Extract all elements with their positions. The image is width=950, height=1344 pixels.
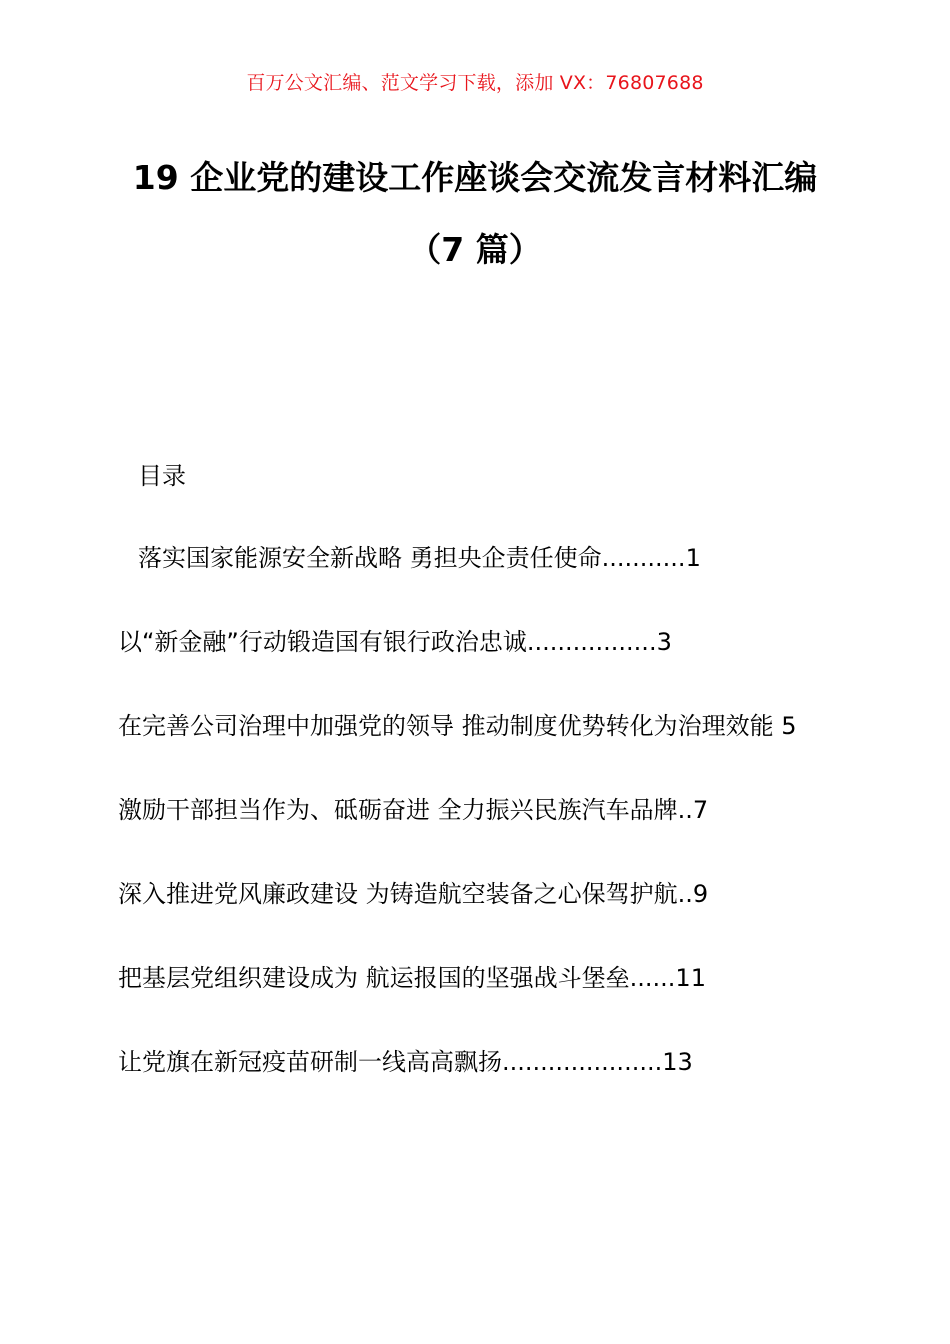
toc-entry-leader: ................. <box>526 628 657 656</box>
toc-entry-page: 7 <box>692 796 709 824</box>
toc-entry-1[interactable] <box>138 538 701 573</box>
toc-entry-leader: ..................... <box>502 1048 663 1076</box>
toc-entry-leader: ........... <box>601 544 686 572</box>
toc-entry-6[interactable] <box>118 958 706 993</box>
toc-entry-7[interactable] <box>118 1042 693 1077</box>
toc-entry-title: 让党旗在新冠疫苗研制一线高高飘扬 <box>118 1048 502 1076</box>
toc-entry-title: 激励干部担当作为、砥砺奋进 全力振兴民族汽车品牌 <box>118 796 678 824</box>
toc-entry-title: 把基层党组织建设成为 航运报国的坚强战斗堡垒 <box>118 964 630 992</box>
toc-entry-5[interactable] <box>118 874 708 909</box>
toc-entry-page: 3 <box>656 628 672 656</box>
toc-heading: 目录 <box>138 462 186 490</box>
toc-entry-4[interactable] <box>118 790 708 825</box>
toc-entry-3[interactable] <box>118 706 797 741</box>
watermark-banner: 百万公文汇编、范文学习下载，添加 VX：76807688 <box>246 72 704 94</box>
toc-entry-page: 11 <box>675 964 706 992</box>
toc-entry-title: 以“新金融”行动锻造国有银行政治忠诚 <box>118 628 527 656</box>
toc-entry-leader: .. <box>677 880 693 908</box>
document-subtitle: （7 篇） <box>408 230 542 269</box>
toc-entry-title: 在完善公司治理中加强党的领导 推动制度优势转化为治理效能 <box>118 712 774 740</box>
toc-entry-leader: .. <box>677 796 693 824</box>
toc-entry-page: 1 <box>685 544 701 572</box>
toc-entry-page: 9 <box>692 880 709 908</box>
toc-entry-2[interactable] <box>118 622 672 657</box>
document-title: 19 企业党的建设工作座谈会交流发言材料汇编 <box>132 158 818 197</box>
toc-entry-page: 5 <box>781 712 797 740</box>
toc-entry-leader: ...... <box>629 964 676 992</box>
toc-entry-title: 落实国家能源安全新战略 勇担央企责任使命 <box>138 544 602 572</box>
toc-entry-title: 深入推进党风廉政建设 为铸造航空装备之心保驾护航 <box>118 880 678 908</box>
toc-entry-page: 13 <box>662 1048 693 1076</box>
